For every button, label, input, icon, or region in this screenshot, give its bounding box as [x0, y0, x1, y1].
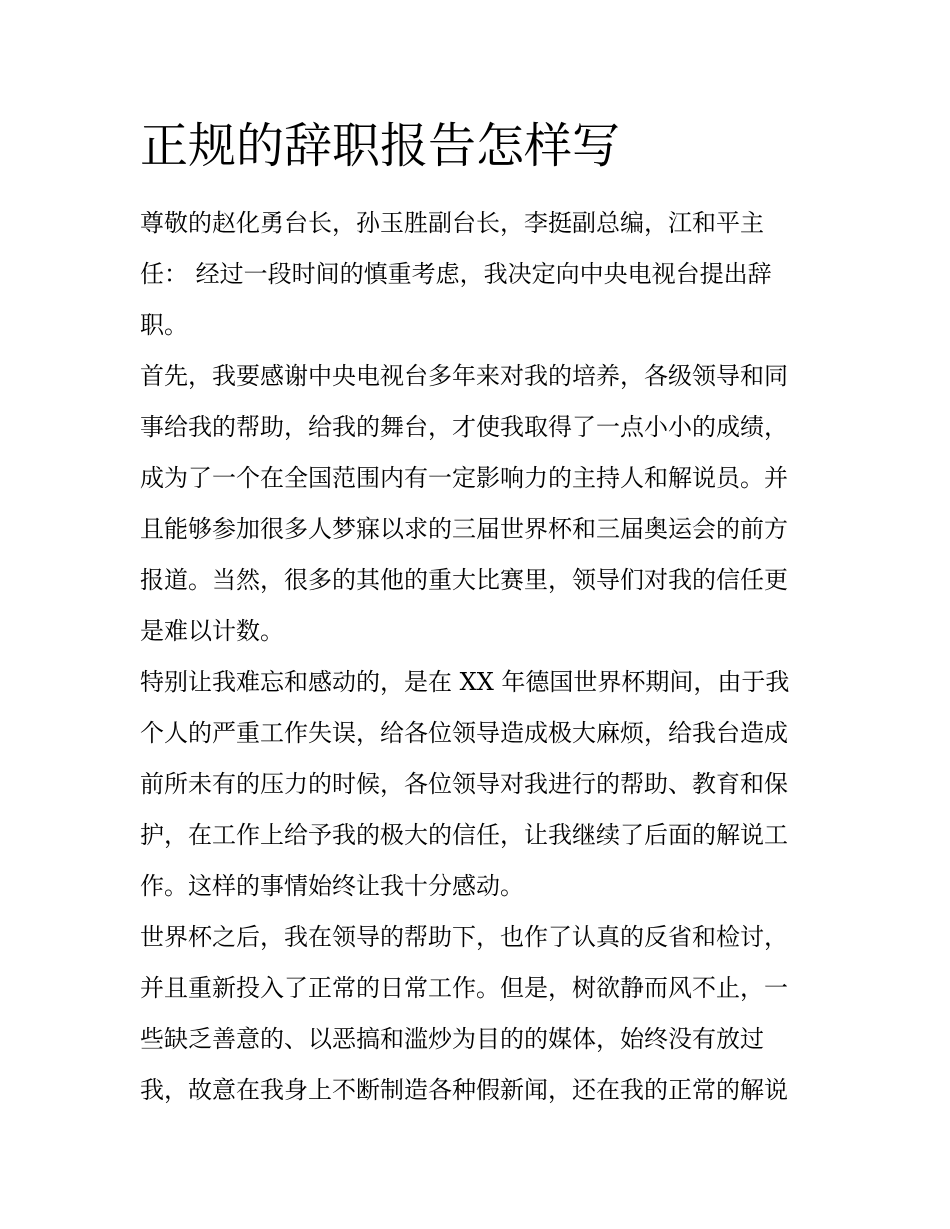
text-line: 并且重新投入了正常的日常工作。但是，树欲静而风不止，一 — [140, 974, 788, 1002]
text-line: 任： 经过一段时间的慎重考虑，我决定向中央电视台提出辞 — [140, 260, 772, 288]
text-line: 些缺乏善意的、以恶搞和滥炒为目的的媒体，始终没有放过 — [140, 1025, 764, 1053]
paragraph-gratitude — [140, 351, 820, 657]
text-line: 且能够参加很多人梦寐以求的三届世界杯和三届奥运会的前方 — [140, 515, 788, 543]
document-body — [140, 198, 820, 1116]
text-line: 职。 — [140, 311, 188, 339]
text-line: 世界杯之后，我在领导的帮助下，也作了认真的反省和检讨， — [140, 923, 788, 951]
text-line: 首先，我要感谢中央电视台多年来对我的培养，各级领导和同 — [140, 362, 788, 390]
text-line: 个人的严重工作失误，给各位领导造成极大麻烦，给我台造成 — [140, 719, 788, 747]
text-line: 事给我的帮助，给我的舞台，才使我取得了一点小小的成绩， — [140, 413, 788, 441]
text-line: 尊敬的赵化勇台长，孙玉胜副台长，李挺副总编，江和平主 — [140, 209, 764, 237]
paragraph-after-world-cup — [140, 912, 820, 1116]
text-line: 成为了一个在全国范围内有一定影响力的主持人和解说员。并 — [140, 464, 788, 492]
text-line: 作。这样的事情始终让我十分感动。 — [140, 872, 524, 900]
page-title: 正规的辞职报告怎样写 — [140, 118, 621, 174]
paragraph-world-cup — [140, 657, 820, 912]
text-line: 我，故意在我身上不断制造各种假新闻，还在我的正常的解说 — [140, 1076, 788, 1104]
text-line: 是难以计数。 — [140, 617, 284, 645]
text-line: 报道。当然，很多的其他的重大比赛里，领导们对我的信任更 — [140, 566, 788, 594]
text-line: 前所未有的压力的时候，各位领导对我进行的帮助、教育和保 — [140, 770, 788, 798]
paragraph-salutation — [140, 198, 820, 351]
text-line: 特别让我难忘和感动的，是在 XX 年德国世界杯期间，由于我 — [140, 668, 790, 696]
text-line: 护，在工作上给予我的极大的信任，让我继续了后面的解说工 — [140, 821, 788, 849]
